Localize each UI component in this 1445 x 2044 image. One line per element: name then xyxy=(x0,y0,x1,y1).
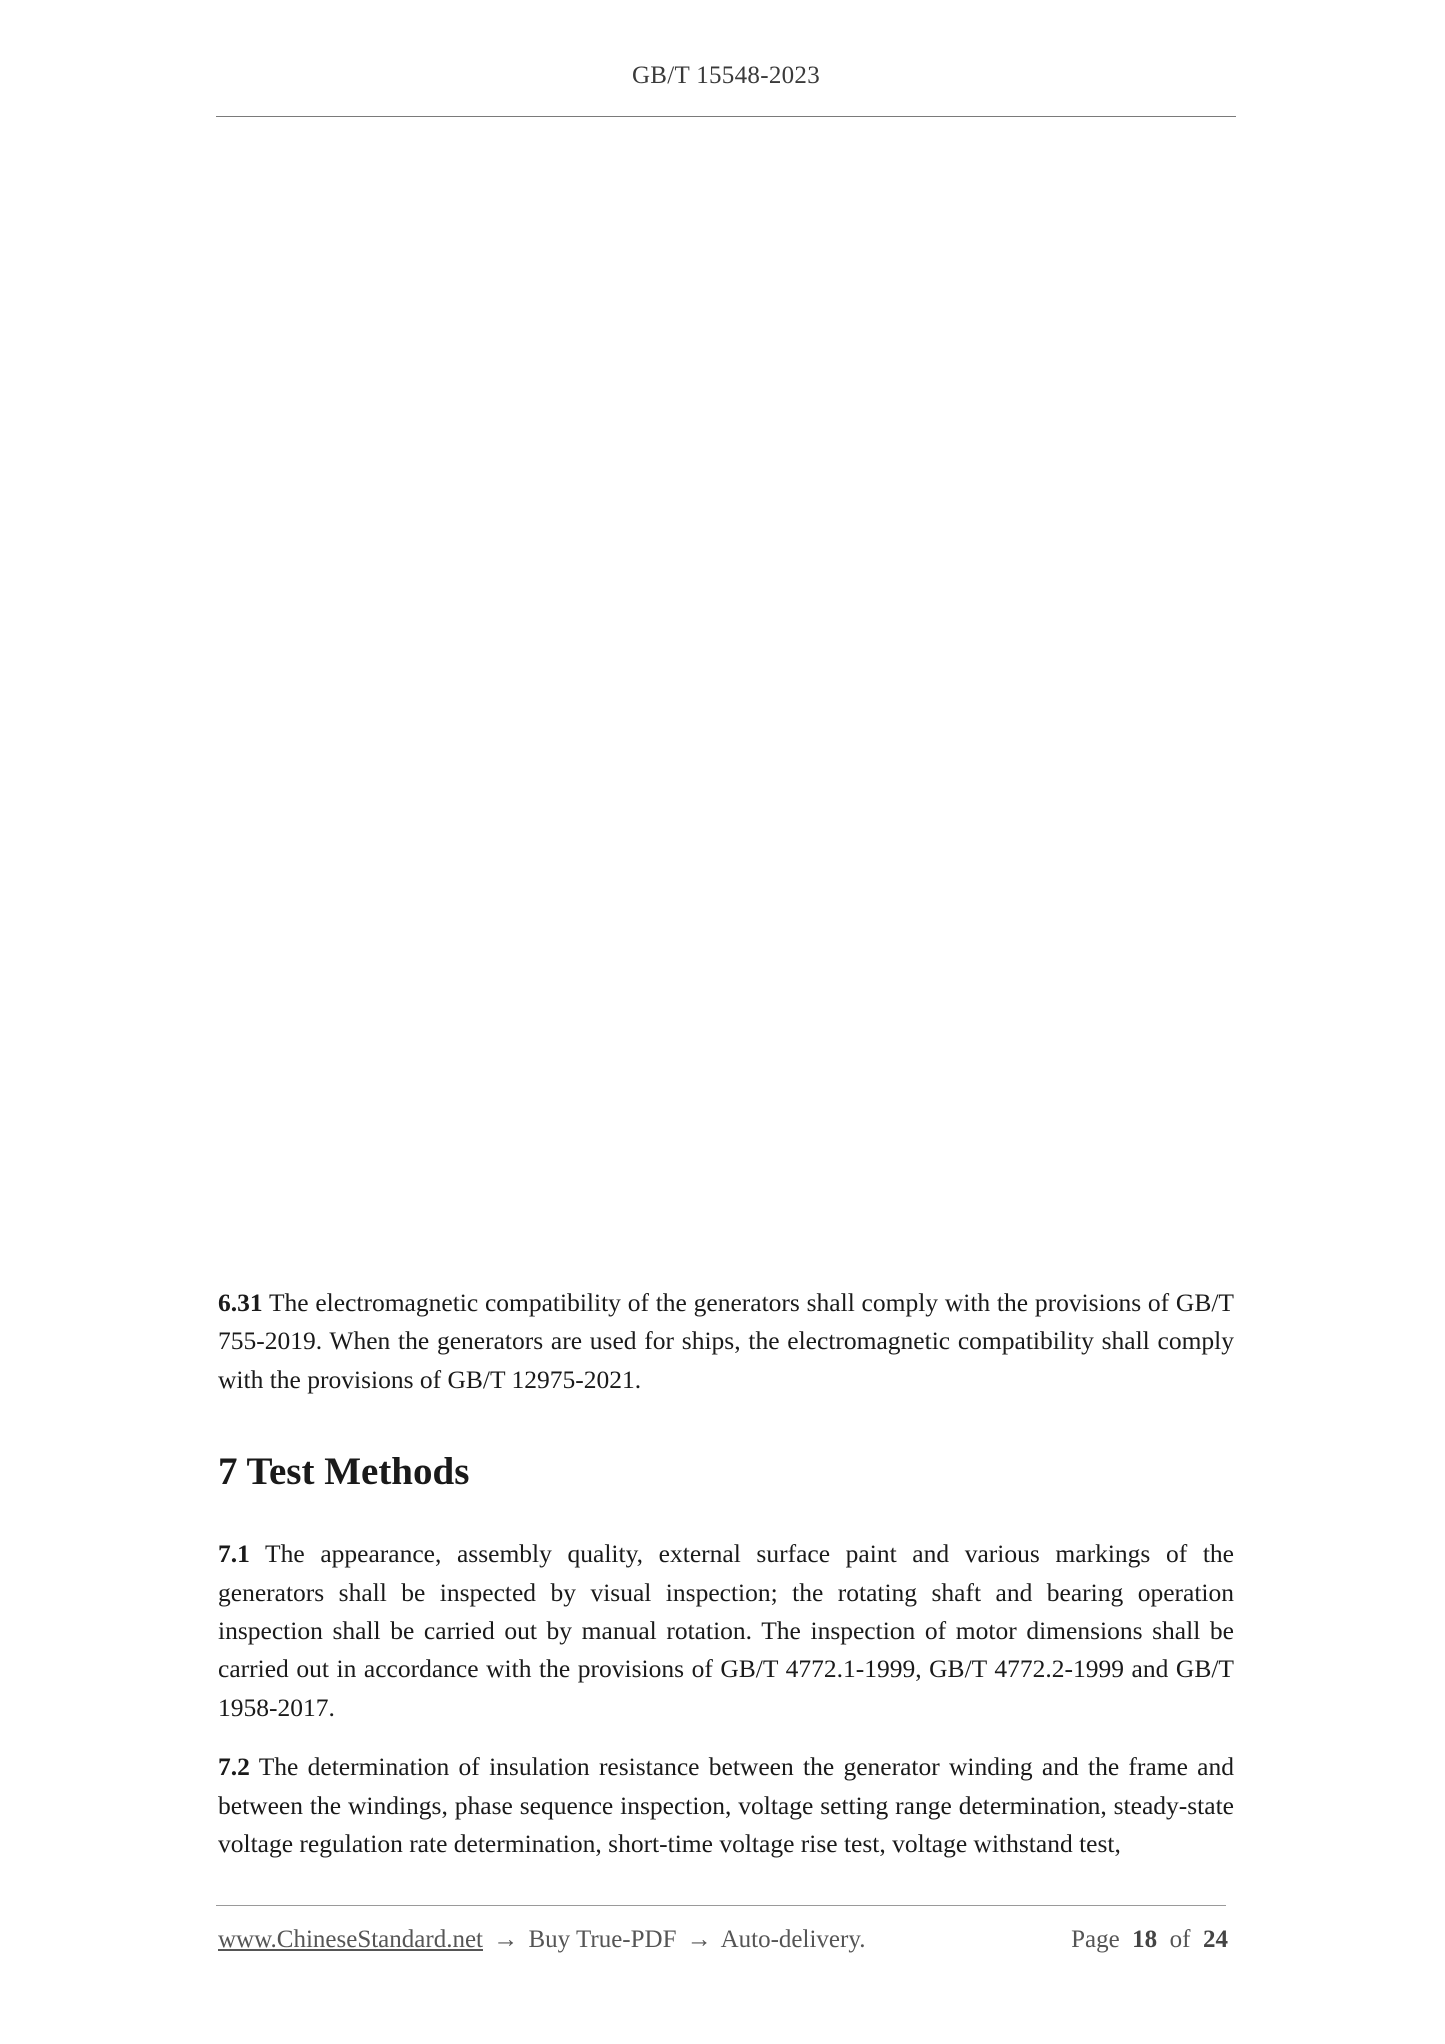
page-of: of xyxy=(1169,1926,1191,1953)
page-number xyxy=(1071,1926,1228,1954)
clause-number: 6.31 xyxy=(218,1288,263,1317)
header-divider xyxy=(216,116,1236,117)
page-label: Page xyxy=(1071,1926,1120,1953)
clause-number: 7.2 xyxy=(218,1752,250,1782)
page-total: 24 xyxy=(1203,1926,1228,1953)
footer-divider xyxy=(216,1905,1226,1906)
website-link[interactable]: www.ChineseStandard.net xyxy=(218,1926,483,1953)
arrow-right-icon: → xyxy=(686,1926,712,1953)
clause-text: The appearance, assembly quality, external surface paint and various markings of the generators shall be inspected by visual inspection; the rotating shaft and bearing operation inspection shall be carried out by manual rotation. The inspection of motor dimensions shall be carried out in accordance with the provisions of GB/T 4772.1-1999, GB/T 4772.2-1999 and GB/T 1958-2017. xyxy=(218,1539,1234,1722)
clause-7-1 xyxy=(218,1535,1234,1727)
clause-text: The determination of insulation resistance between the generator winding and the frame and between the windings, phase sequence inspection, voltage setting range determination, steady-state voltage regulation rate determination, short-time voltage rise test, voltage withstand test, xyxy=(218,1752,1234,1859)
clause-6-31 xyxy=(218,1284,1234,1399)
clause-text: The electromagnetic compatibility of the generators shall comply with the provisions of GB/T 755-2019. When the generators are used for ships, the electromagnetic compatibility shall comply with the provisions of GB/T 12975-2021. xyxy=(218,1288,1234,1394)
document-body xyxy=(218,1284,1234,1863)
clause-7-2 xyxy=(218,1748,1234,1863)
footer-promo xyxy=(218,1926,865,1954)
delivery-text: Auto-delivery. xyxy=(720,1926,866,1953)
page-current: 18 xyxy=(1132,1926,1158,1953)
section-heading: 7 Test Methods xyxy=(218,1450,470,1494)
arrow-right-icon: → xyxy=(493,1926,519,1953)
clause-number: 7.1 xyxy=(218,1539,250,1569)
buy-text: Buy True-PDF xyxy=(528,1926,677,1953)
page-header-title: GB/T 15548-2023 xyxy=(631,62,821,89)
